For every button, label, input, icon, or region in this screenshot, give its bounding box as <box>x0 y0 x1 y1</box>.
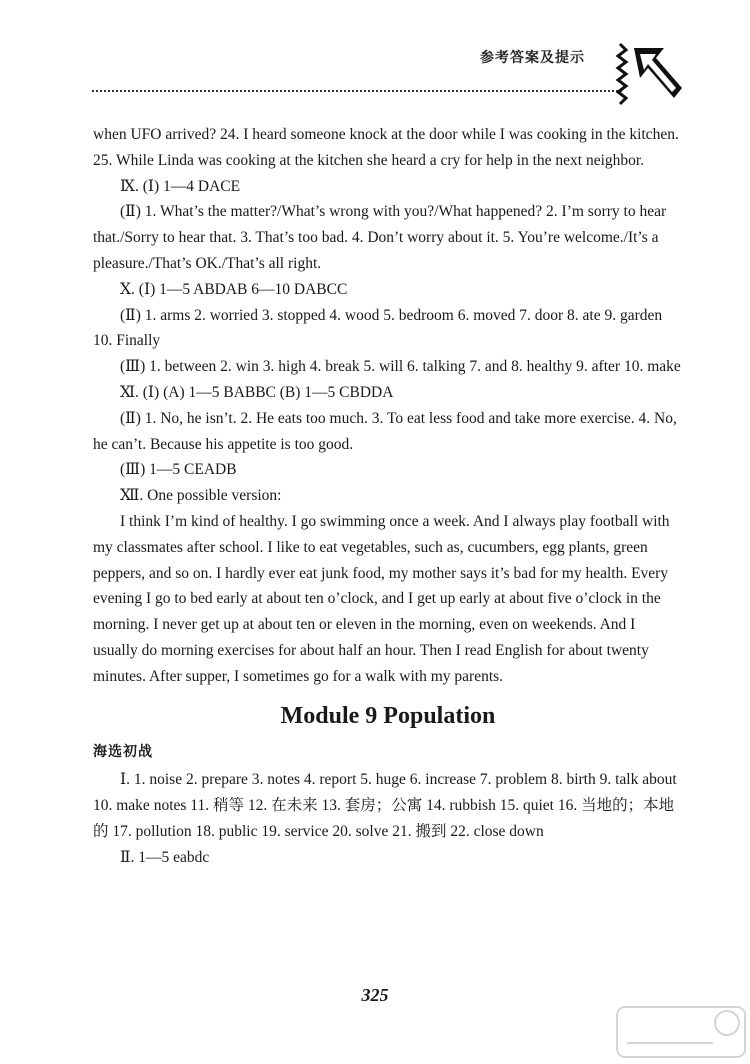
module-title: Module 9 Population <box>280 702 496 729</box>
answer-paragraph: (Ⅱ) 1. What’s the matter?/What’s wrong with you?/What happened? 2. I’m sorry to hear that./Sorry to hear that. 3. That’s too bad. 4. Don’t worry about it. 5. You’re welcome./It’s a pleasure./That’s OK./That’s all right. <box>93 203 667 272</box>
answer-paragraph: (Ⅱ) 1. arms 2. worried 3. stopped 4. wood 5. bedroom 6. moved 7. door 8. ate 9. garden 10. Finally <box>93 306 663 350</box>
answer-paragraph: Ⅻ. One possible version: <box>120 487 282 505</box>
page-number: 325 <box>361 985 389 1005</box>
answer-paragraph: when UFO arrived? 24. I heard someone knock at the door while I was cooking in the kitchen. 25. While Linda was cooking at the kitchen she heard a cry for help in the next neighbor. <box>93 126 679 169</box>
watermark-logo <box>615 1005 747 1059</box>
answer-content <box>93 122 683 871</box>
answer-paragraph: Ⅸ. (Ⅰ) 1—4 DACE <box>120 177 241 195</box>
section-subtitle: 海选初战 <box>93 743 153 760</box>
answer-paragraph: (Ⅲ) 1—5 CEADB <box>120 461 237 479</box>
answer-paragraph: Ⅺ. (Ⅰ) (A) 1—5 BABBC (B) 1—5 CBDDA <box>120 383 394 401</box>
answer-paragraph: (Ⅱ) 1. No, he isn’t. 2. He eats too much. 3. To eat less food and take more exercise. 4. No, he can’t. Because his appetite is too good. <box>93 409 677 453</box>
answer-paragraph: (Ⅲ) 1. between 2. win 3. high 4. break 5. will 6. talking 7. and 8. healthy 9. after 10. make <box>120 358 681 376</box>
answer-paragraph: Ⅰ. 1. noise 2. prepare 3. notes 4. report 5. huge 6. increase 7. problem 8. birth 9. talk about 10. make notes 11. 稍等 12. 在未来 13. 套房；公寓 14. rubbish 15. quiet 16. 当地的；本地的 17. pollution 18. public 19. service 20. solve 21. 搬到 22. close down <box>93 771 677 840</box>
arrow-icon <box>612 40 688 116</box>
header-dotted-rule <box>92 90 622 92</box>
answer-paragraph: I think I’m kind of healthy. I go swimming once a week. And I always play football with my classmates after school. I like to eat vegetables, such as, cucumbers, egg plants, green peppers, and so on. I hardly ever eat junk food, my mother says it’s bad for my health. Every evening I go to bed early at about ten o’clock, and I get up early at about five o’clock in the morning. I never get up at about ten or eleven in the morning, even on weekends. And I usually do morning exercises for about half an hour. Then I read English for about twenty minutes. After supper, I sometimes go for a walk with my parents. <box>93 512 670 685</box>
answer-paragraph: Ⅱ. 1—5 eabdc <box>120 848 210 866</box>
header-title: 参考答案及提示 <box>480 50 585 66</box>
answer-paragraph: Ⅹ. (Ⅰ) 1—5 ABDAB 6—10 DABCC <box>120 280 348 298</box>
